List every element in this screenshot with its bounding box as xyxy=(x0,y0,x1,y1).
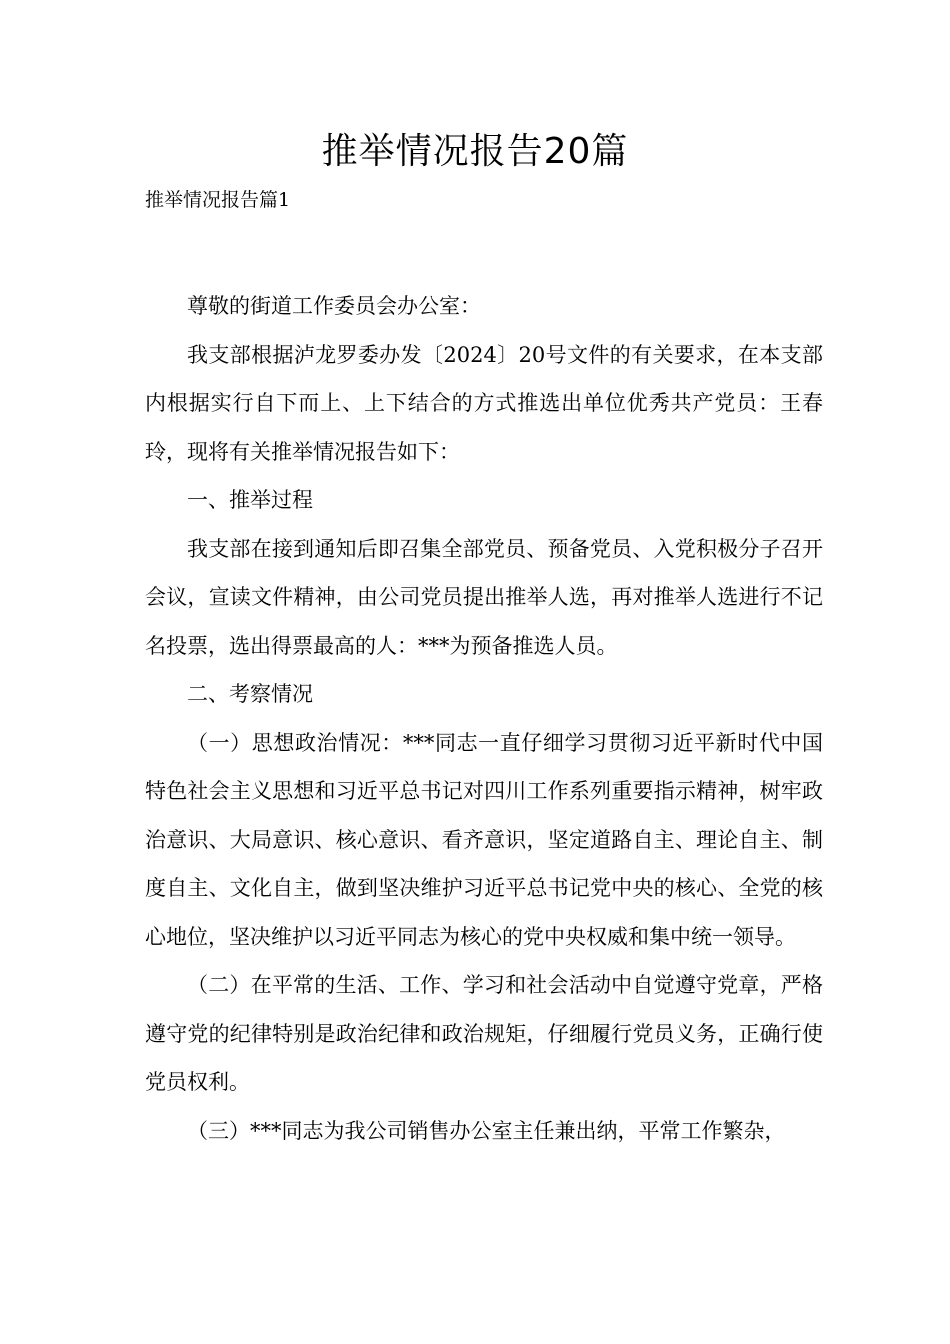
section-heading: 一、推举过程 xyxy=(187,488,313,512)
section-heading: 二、考察情况 xyxy=(187,682,313,706)
body-paragraph: （一）思想政治情况：***同志一直仔细学习贯彻习近平新时代中国特色社会主义思想和习近平总书记对四川工作系列重要指示精神，树牢政治意识、大局意识、核心意识、看齐意识，坚定道路自主、理论自主、制度自主、文化自主，做到坚决维护习近平总书记党中央的核心、全党的核心地位，坚决维护以习近平同志为核心的党中央权威和集中统一领导。 xyxy=(145,730,823,949)
salutation-paragraph: 尊敬的街道工作委员会办公室： xyxy=(187,294,481,318)
document-subtitle: 推举情况报告篇1 xyxy=(145,189,291,211)
body-paragraph: 我支部根据泸龙罗委办发〔2024〕20号文件的有关要求，在本支部内根据实行自下而上、上下结合的方式推选出单位优秀共产党员：王春玲，现将有关推举情况报告如下： xyxy=(145,342,823,464)
body-paragraph: （三）***同志为我公司销售办公室主任兼出纳，平常工作繁杂， xyxy=(187,1118,786,1143)
document-body xyxy=(145,282,823,1155)
document-title: 推举情况报告20篇 xyxy=(321,131,629,172)
body-paragraph: 我支部在接到通知后即召集全部党员、预备党员、入党积极分子召开会议，宣读文件精神，由公司党员提出推举人选，再对推举人选进行不记名投票，选出得票最高的人：***为预备推选人员。 xyxy=(145,536,823,658)
body-paragraph: （二）在平常的生活、工作、学习和社会活动中自觉遵守党章，严格遵守党的纪律特别是政治纪律和政治规矩，仔细履行党员义务，正确行使党员权利。 xyxy=(145,973,823,1094)
